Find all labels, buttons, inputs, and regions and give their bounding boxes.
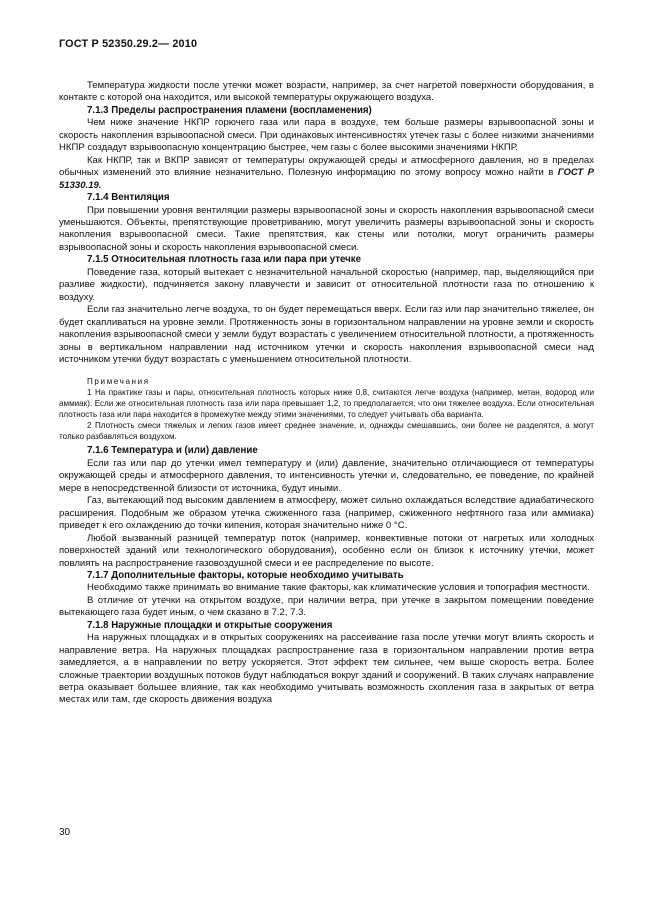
paragraph: В отличие от утечки на открытом воздухе, при наличии ветра, при утечке в закрытом помещении поведение вытекающего газа будет иным, о чем сказано в 7.2, 7.3. <box>59 594 594 619</box>
note: 1 На практике газы и пары, относительная плотность которых ниже 0,8, считаются легче воздуха (например, метан, водород или аммиак). Если же относительная плотность газа или пара превышает 1,2, то предполагается, что они тяжелее воздуха. Если относительная плотность газа или пара находится в промежутке между этими значениями, то следует учитывать оба варианта. <box>59 388 594 420</box>
paragraph: Если газ или пар до утечки имел температуру и (или) давление, значительно отличающиеся от температуры окружающей среды и атмосферного давления, то интенсивность утечки и, следовательно, ее поведение, по крайней мере в непосредственной близости от источника, будут иными. <box>59 457 594 494</box>
page-number: 30 <box>59 827 71 838</box>
notes-title: Примечания <box>87 377 150 387</box>
paragraph: Поведение газа, который вытекает с незначительной начальной скоростью (например, пар, выделяющийся при разливе жидкости), подчиняется закону плавучести и зависит от относительной плотности газа по отношению к воздуху. <box>59 266 594 303</box>
section-heading: 7.1.3 Пределы распространения пламени (воспламенения) <box>87 104 372 116</box>
paragraph-with-reference <box>59 155 594 192</box>
paragraph: Необходимо также принимать во внимание такие факторы, как климатические условия и топография местности. <box>87 582 590 594</box>
paragraph: Если газ значительно легче воздуха, то он будет перемещаться вверх. Если газ или пар значительно тяжелее, он будет скапливаться на уровне земли. Протяженность зоны в горизонтальном направлении на уровне земли и скорость накопления взрывоопасной смеси у земли будут возрастать с увеличением относительной плотности, а протяженность зоны в вертикальном направлении над источником утечки и скорость накопления взрывоопасной смеси над источником утечки будут возрастать с уменьшением относительной плотности. <box>59 304 594 365</box>
paragraph: На наружных площадках и в открытых сооружениях на рассеивание газа после утечки могут влиять скорость и направление ветра. На наружных площадках распространение газа в горизонтальном направлении против ветра замедляется, а в направлении по ветру ускоряется. Этот эффект тем сильнее, чем выше скорость ветра. Более сложные траектории воздушных потоков будут наблюдаться вокруг зданий и сооружений. В таких случаях направление ветра оказывает большее влияние, так как необходимо учитывать возможность скопления газа в закрытых от ветра местах или там, где скорость движения воздуха <box>59 632 594 706</box>
document-header: ГОСТ Р 52350.29.2— 2010 <box>59 38 198 50</box>
paragraph-text: Как НКПР, так и ВКПР зависят от температуры окружающей среды и атмосферного давления, но в пределах обычных изменений это влияние незначительно. Полезную информацию по этому вопросу можно найти в <box>59 154 594 179</box>
section-heading: 7.1.8 Наружные площадки и открытые сооружения <box>87 619 333 631</box>
section-heading: 7.1.4 Вентиляция <box>87 192 170 204</box>
standard-reference: ГОСТ Р 51330.19. <box>59 167 595 191</box>
paragraph: Любой вызванный разницей температур поток (например, конвективные потоки от нагретых или холодных поверхностей зданий или технологического оборудования), особенно если он близок к источнику утечки, может повлиять на распространение газовоздушной смеси и ее распределение по высоте. <box>59 532 594 569</box>
section-heading: 7.1.7 Дополнительные факторы, которые необходимо учитывать <box>87 569 404 581</box>
paragraph: При повышении уровня вентиляции размеры взрывоопасной зоны и скорость накопления взрывоопасной смеси уменьшаются. Объекты, препятствующие проветриванию, могут увеличить размеры взрывоопасной зоны и скорость накопления взрывоопасной смеси. Такие препятствия, как стены или потолки, могут ограничить размеры взрывоопасной зоны и скорость накопления взрывоопасной смеси. <box>59 204 594 253</box>
note: 2 Плотность смеси тяжелых и легких газов имеет среднее значение, и, однажды смешавшись, они более не разделятся, а могут только разбавляться воздухом. <box>59 421 594 442</box>
section-heading: 7.1.6 Температура и (или) давление <box>87 445 258 457</box>
section-heading: 7.1.5 Относительная плотность газа или пара при утечке <box>87 254 362 266</box>
paragraph: Газ, вытекающий под высоким давлением в атмосферу, может сильно охлаждаться вследствие адиабатического расширения. Подобным же образом утечка сжиженного газа (например, сжиженного нефтяного газа или аммиака) приведет к его охлаждению до точки кипения, которая значительно ниже 0 °С. <box>59 495 594 532</box>
paragraph: Температура жидкости после утечки может возрасти, например, за счет нагретой поверхности оборудования, в контакте с которой она находится, или высокой температуры окружающего воздуха. <box>59 80 594 104</box>
document-body <box>59 80 594 707</box>
paragraph: Чем ниже значение НКПР горючего газа или пара в воздухе, тем больше размеры взрывоопасной зоны и скорость накопления взрывоопасной смеси. При одинаковых интенсивностях утечек газы с более низкими значениями НКПР создадут взрывоопасную концентрацию быстрее, чем газы с более высокими значениями НКПР. <box>59 117 594 154</box>
